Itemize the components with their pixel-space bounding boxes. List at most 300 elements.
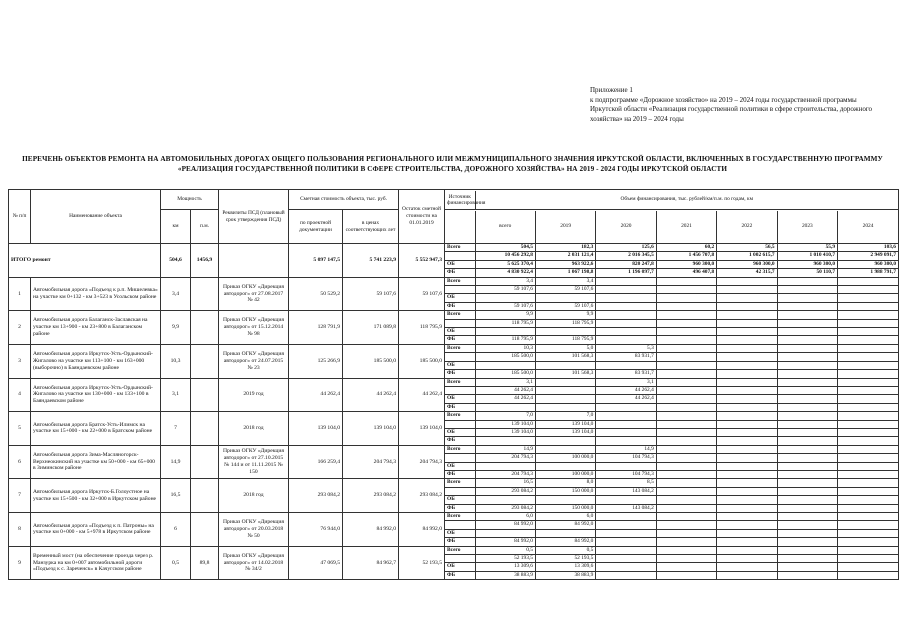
finance-cell (777, 428, 837, 436)
finance-row (445, 260, 898, 268)
finance-cell: 960 300,0 (777, 260, 837, 268)
finance-cell: 84 992,0 (475, 538, 535, 546)
object-cost-cur: 44 262,4 (343, 378, 399, 412)
finance-cell (777, 571, 837, 579)
finance-cell: 143 084,2 (596, 504, 656, 512)
object-row (9, 277, 899, 311)
object-name: Автомобильная дорога «Подъезд к п. Патроны» на участке км 0+000 - км 5+978 в Иркутском районе (31, 513, 161, 547)
header-psd: Реквизиты ПСД (плановый срок утверждения ПСД) (219, 190, 289, 244)
total-cost-doc: 5 097 147,5 (289, 244, 343, 278)
finance-cell: 960 300,0 (717, 260, 777, 268)
finance-row (445, 487, 898, 495)
finance-cell (717, 487, 777, 495)
finance-cell (777, 336, 837, 344)
finance-cell (717, 496, 777, 504)
finance-cell (656, 479, 716, 487)
finance-cell: 44 262,4 (596, 386, 656, 394)
object-km: 14,9 (161, 445, 191, 479)
finance-row (445, 294, 898, 302)
object-km: 10,3 (161, 344, 191, 378)
finance-cell (777, 278, 837, 286)
finance-cell (596, 286, 656, 294)
source-label: Всего (445, 311, 475, 319)
finance-cell (535, 529, 595, 537)
finance-row (445, 521, 898, 529)
finance-row (445, 244, 898, 252)
finance-cell (838, 345, 898, 353)
finance-cell (838, 294, 898, 302)
header-year: 2021 (656, 211, 716, 243)
finance-cell (717, 345, 777, 353)
finance-cell (717, 446, 777, 454)
finance-cell (596, 361, 656, 369)
object-num: 5 (9, 412, 31, 446)
finance-cell (777, 345, 837, 353)
finance-cell (717, 529, 777, 537)
object-km: 3,4 (161, 277, 191, 311)
finance-cell (656, 286, 716, 294)
finance-cell: 16,5 (475, 479, 535, 487)
object-psd: Приказ ОГКУ «Дирекция автодорог» от 24.07.2015 № 23 (219, 344, 289, 378)
finance-cell: 55,9 (777, 244, 837, 252)
finance-cell: 52 193,5 (535, 555, 595, 563)
finance-cell: 50 110,7 (777, 269, 837, 277)
finance-cell: 293 084,2 (475, 504, 535, 512)
object-row (9, 378, 899, 412)
object-cost-doc: 293 084,2 (289, 479, 343, 513)
finance-cell (717, 420, 777, 428)
finance-cell (717, 428, 777, 436)
finance-cell: 44 262,4 (475, 395, 535, 403)
finance-cell: 10 456 292,8 (475, 252, 535, 260)
finance-cell (777, 420, 837, 428)
header-year: 2022 (717, 211, 777, 243)
finance-cell: 963 922,6 (535, 260, 595, 268)
finance-cell: 6,0 (535, 513, 595, 521)
finance-cell (596, 555, 656, 563)
object-finance (445, 479, 899, 513)
finance-cell: 59 107,6 (535, 302, 595, 310)
finance-cell (838, 470, 898, 478)
finance-cell: 59 107,6 (475, 302, 535, 310)
finance-cell: 84 992,0 (535, 538, 595, 546)
objects-table-body (9, 244, 899, 580)
finance-cell (838, 403, 898, 411)
finance-cell (838, 555, 898, 563)
finance-cell: 100 000,0 (535, 470, 595, 478)
finance-cell (475, 437, 535, 445)
source-label: ФБ (445, 538, 475, 546)
source-label: ОБ (445, 294, 475, 302)
finance-row (445, 353, 898, 361)
finance-cell: 1 988 791,7 (870, 269, 897, 276)
finance-cell (838, 496, 898, 504)
object-finance (445, 546, 899, 580)
object-psd: Приказ ОГКУ «Дирекция автодорог» от 15.12.2014 № 98 (219, 311, 289, 345)
finance-cell (777, 521, 837, 529)
source-label: ОБ (445, 361, 475, 369)
finance-cell (656, 555, 716, 563)
finance-cell (656, 462, 716, 470)
object-km: 16,5 (161, 479, 191, 513)
finance-cell: 204 794,3 (475, 470, 535, 478)
finance-cell: 139 104,0 (475, 420, 535, 428)
header-cost-cur: в ценах соответствующих лет (343, 210, 399, 244)
finance-cell: 8,5 (596, 479, 656, 487)
object-num: 7 (9, 479, 31, 513)
finance-cell: 3,1 (475, 379, 535, 387)
finance-row (445, 462, 898, 470)
finance-cell (838, 563, 898, 571)
finance-cell (717, 311, 777, 319)
finance-cell (838, 386, 898, 394)
source-label: Всего (445, 278, 475, 286)
finance-cell (717, 294, 777, 302)
finance-cell: 7,0 (535, 412, 595, 420)
finance-cell: 44 262,4 (596, 395, 656, 403)
objects-table (8, 189, 899, 580)
object-cost-cur: 139 104,0 (343, 412, 399, 446)
finance-cell (656, 370, 716, 378)
finance-cell (596, 278, 656, 286)
object-remain: 139 104,0 (399, 412, 445, 446)
finance-cell (838, 538, 898, 546)
finance-cell: 4 830 922,4 (475, 269, 535, 277)
object-finance (445, 378, 899, 412)
finance-cell (777, 547, 837, 555)
finance-cell (777, 470, 837, 478)
finance-cell (717, 302, 777, 310)
finance-cell (656, 395, 716, 403)
object-num: 3 (9, 344, 31, 378)
finance-cell (656, 446, 716, 454)
object-cost-doc: 47 069,5 (289, 546, 343, 580)
finance-cell (535, 328, 595, 336)
object-row (9, 546, 899, 580)
finance-cell (475, 294, 535, 302)
finance-cell (596, 412, 656, 420)
finance-cell: 2 016 345,5 (596, 252, 656, 260)
finance-cell: 38 883,9 (535, 571, 595, 579)
finance-cell (656, 538, 716, 546)
finance-cell (777, 487, 837, 495)
finance-row (445, 479, 898, 487)
object-row (9, 412, 899, 446)
finance-cell (656, 403, 716, 411)
source-label: Всего (445, 513, 475, 521)
finance-cell (838, 462, 898, 470)
finance-cell (656, 571, 716, 579)
finance-cell (777, 353, 837, 361)
finance-cell (838, 379, 898, 387)
finance-cell (838, 571, 898, 579)
finance-cell (777, 412, 837, 420)
finance-cell: 2 949 091,7 (838, 252, 898, 260)
finance-cell (717, 403, 777, 411)
object-finance (445, 344, 899, 378)
finance-cell (777, 504, 837, 512)
object-psd: Приказ ОГКУ «Дирекция автодорог» от 14.02.2018 № 34/2 (219, 546, 289, 580)
appendix-text: к подпрограмме «Дорожное хозяйство» на 2019 – 2024 годы государственной программы Иркутской области «Реализация государственной политики в сфере строительства, дорожного хозяйства» на 2019 – 2024 годы (590, 95, 873, 123)
finance-cell: 13 309,6 (475, 563, 535, 571)
finance-row (445, 252, 898, 260)
finance-cell: 14,9 (596, 446, 656, 454)
object-num: 2 (9, 311, 31, 345)
finance-row (445, 470, 898, 478)
object-cost-doc: 76 944,0 (289, 513, 343, 547)
object-psd: Приказ ОГКУ «Дирекция автодорог» от 27.10.2015 № 144 и от 11.11.2015 № 150 (219, 445, 289, 479)
finance-cell (596, 462, 656, 470)
object-name: Автомобильная дорога Балаганск-Заславская на участке км 13+900 - км 23+800 в Балаганском районе (31, 311, 161, 345)
finance-cell: 143 084,2 (596, 487, 656, 495)
object-name: Автомобильная дорога «Подъезд к р.п. Мишелевка» на участке км 0+132 - км 3+523 в Усольском районе (31, 277, 161, 311)
object-finance (445, 412, 899, 446)
object-num: 1 (9, 277, 31, 311)
finance-cell (535, 379, 595, 387)
finance-cell (656, 412, 716, 420)
source-label: ОБ (445, 260, 475, 268)
finance-cell (656, 428, 716, 436)
finance-cell (838, 311, 898, 319)
source-label: ОБ (445, 462, 475, 470)
finance-cell: 59 107,6 (535, 286, 595, 294)
finance-cell (656, 302, 716, 310)
finance-cell (596, 428, 656, 436)
finance-cell (717, 513, 777, 521)
finance-cell (777, 479, 837, 487)
finance-cell (596, 547, 656, 555)
object-psd: 2018 год (219, 479, 289, 513)
finance-cell (596, 302, 656, 310)
source-label: ФБ (445, 571, 475, 579)
finance-cell (717, 319, 777, 327)
finance-row (445, 504, 898, 512)
finance-cell (596, 571, 656, 579)
finance-cell (777, 395, 837, 403)
source-label: ФБ (445, 470, 475, 478)
object-pm (191, 344, 219, 378)
source-label: ОБ (445, 529, 475, 537)
finance-cell (717, 563, 777, 571)
finance-cell (717, 278, 777, 286)
finance-cell (475, 361, 535, 369)
finance-cell (656, 513, 716, 521)
object-cost-cur: 293 084,2 (343, 479, 399, 513)
object-cost-cur: 84 962,7 (343, 546, 399, 580)
object-remain: 84 992,0 (399, 513, 445, 547)
source-label: ФБ (445, 302, 475, 310)
finance-cell: 6,0 (475, 513, 535, 521)
finance-cell (777, 302, 837, 310)
finance-cell (777, 311, 837, 319)
source-label: ОБ (445, 563, 475, 571)
finance-row (445, 278, 898, 286)
finance-cell (535, 496, 595, 504)
finance-cell: 56,5 (717, 244, 777, 252)
header-remain: Остаток сметной стоимости на 01.01.2019 (399, 190, 445, 244)
finance-row (445, 412, 898, 420)
finance-cell (717, 395, 777, 403)
finance-cell (838, 328, 898, 336)
object-pm (191, 311, 219, 345)
finance-cell (838, 454, 898, 462)
object-remain: 59 107,6 (399, 277, 445, 311)
source-label: Всего (445, 379, 475, 387)
object-remain: 204 794,3 (399, 445, 445, 479)
finance-cell (656, 420, 716, 428)
finance-cell (535, 395, 595, 403)
header-year: 2019 (535, 211, 595, 243)
object-km: 3,1 (161, 378, 191, 412)
header-volume: Объем финансирования, тыс. рублей/км/п.м. по годам, км (620, 195, 754, 202)
finance-cell (838, 446, 898, 454)
finance-cell: 125,6 (596, 244, 656, 252)
finance-cell (838, 278, 898, 286)
finance-cell (656, 336, 716, 344)
finance-row (445, 555, 898, 563)
finance-cell (717, 462, 777, 470)
finance-cell (535, 386, 595, 394)
document-title: ПЕРЕЧЕНЬ ОБЪЕКТОВ РЕМОНТА НА АВТОМОБИЛЬНЫХ ДОРОГАХ ОБЩЕГО ПОЛЬЗОВАНИЯ РЕГИОНАЛЬНОГО ИЛИ МЕЖМУНИЦИПАЛЬНОГО ЗНАЧЕНИЯ ИРКУТСКОЙ ОБЛАСТИ, ВКЛЮЧЕННЫХ В ГОСУДАРСТВЕННУЮ ПРОГРАММУ «РЕАЛИЗАЦИЯ ГОСУДАРСТВЕННОЙ ПОЛИТИКИ В СФЕРЕ СТРОИТЕЛЬСТВА, ДОРОЖНОГО ХОЗЯЙСТВА» НА 2019 - 2024 ГОДЫ ИРКУТСКОЙ ОБЛАСТИ (22, 155, 883, 173)
finance-cell: 293 084,2 (475, 487, 535, 495)
finance-cell (777, 286, 837, 294)
finance-cell (777, 294, 837, 302)
finance-cell (596, 403, 656, 411)
finance-cell (777, 563, 837, 571)
finance-row (445, 403, 898, 411)
finance-row (445, 529, 898, 537)
finance-cell: 3,1 (596, 379, 656, 387)
finance-cell (656, 529, 716, 537)
finance-cell (656, 379, 716, 387)
object-row (9, 479, 899, 513)
finance-cell (838, 412, 898, 420)
finance-cell (656, 521, 716, 529)
finance-cell (596, 513, 656, 521)
finance-cell: 13 309,6 (535, 563, 595, 571)
finance-cell: 960 300,0 (656, 260, 716, 268)
finance-row (445, 336, 898, 344)
finance-cell (596, 496, 656, 504)
finance-row (445, 269, 898, 277)
finance-cell: 185 500,0 (475, 353, 535, 361)
finance-cell: 5,3 (596, 345, 656, 353)
finance-cell (838, 513, 898, 521)
finance-cell (475, 403, 535, 411)
finance-cell: 59 107,6 (475, 286, 535, 294)
finance-cell: 504,5 (475, 244, 535, 252)
finance-cell (777, 462, 837, 470)
header-pm: п.м. (191, 210, 219, 244)
finance-cell (717, 538, 777, 546)
header-years-block (445, 210, 899, 244)
finance-cell (838, 529, 898, 537)
finance-cell (475, 529, 535, 537)
object-name: Автомобильная дорога Братск-Усть-Илимск на участке км 15+000 - км 22+000 в Братском районе (31, 412, 161, 446)
finance-cell (838, 370, 898, 378)
finance-cell (777, 361, 837, 369)
finance-cell (777, 454, 837, 462)
finance-cell (838, 302, 898, 310)
object-name: Временный мост (на обеспечение проезда через р. Манзурка на км 0+007 автомобильной дороги «Подъезд к с. Зареченск» в Качугском районе (31, 546, 161, 580)
object-remain: 185 500,0 (399, 344, 445, 378)
finance-cell (777, 328, 837, 336)
finance-cell (717, 521, 777, 529)
finance-cell (717, 328, 777, 336)
finance-row (445, 446, 898, 454)
finance-cell (596, 521, 656, 529)
object-pm (191, 445, 219, 479)
finance-cell (838, 504, 898, 512)
object-pm (191, 479, 219, 513)
finance-cell (656, 361, 716, 369)
finance-cell: 9,9 (535, 311, 595, 319)
total-km: 504,6 (161, 244, 191, 278)
finance-cell (777, 496, 837, 504)
finance-row (445, 311, 898, 319)
finance-cell (717, 361, 777, 369)
finance-cell (838, 361, 898, 369)
finance-cell: 139 104,0 (535, 428, 595, 436)
finance-row (445, 302, 898, 310)
finance-cell: 204 794,3 (475, 454, 535, 462)
finance-cell (717, 379, 777, 387)
header-finance-block (445, 190, 899, 210)
finance-cell: 5,0 (535, 345, 595, 353)
finance-cell (838, 420, 898, 428)
object-finance (445, 311, 899, 345)
finance-cell: 84 992,0 (535, 521, 595, 529)
source-label: Всего (445, 446, 475, 454)
finance-cell (475, 328, 535, 336)
finance-cell: 118 795,9 (475, 319, 535, 327)
header-num: № п/п (9, 190, 31, 244)
source-label: Всего (445, 479, 475, 487)
finance-cell: 118 795,9 (535, 336, 595, 344)
finance-cell (777, 555, 837, 563)
finance-cell: 8,0 (535, 479, 595, 487)
source-label: ОБ (445, 496, 475, 504)
finance-cell: 84 992,0 (475, 521, 535, 529)
object-cost-cur: 84 992,0 (343, 513, 399, 547)
header-cost: Сметная стоимость объекта, тыс. руб. (289, 190, 399, 210)
finance-cell: 52 193,5 (475, 555, 535, 563)
finance-row (445, 361, 898, 369)
object-finance (445, 445, 899, 479)
object-remain: 44 262,4 (399, 378, 445, 412)
finance-row (445, 563, 898, 571)
finance-row (445, 345, 898, 353)
finance-cell: 150 000,0 (535, 487, 595, 495)
object-pm (191, 513, 219, 547)
finance-cell (717, 286, 777, 294)
appendix-note (590, 86, 890, 124)
finance-cell (777, 437, 837, 445)
finance-cell (777, 446, 837, 454)
finance-cell (596, 328, 656, 336)
objects-table-wrap (8, 189, 898, 640)
finance-cell: 10,3 (475, 345, 535, 353)
finance-cell: 1 456 707,8 (656, 252, 716, 260)
finance-row (445, 328, 898, 336)
object-row (9, 513, 899, 547)
object-name: Автомобильная дорога Зима-Масляногорск-Верхнеокинский на участке км 50+000 - км 65+000 в Зиминском районе (31, 445, 161, 479)
finance-cell: 150 000,0 (535, 504, 595, 512)
total-remain: 5 552 947,3 (399, 244, 445, 278)
finance-cell (717, 555, 777, 563)
finance-cell (656, 319, 716, 327)
object-pm (191, 378, 219, 412)
